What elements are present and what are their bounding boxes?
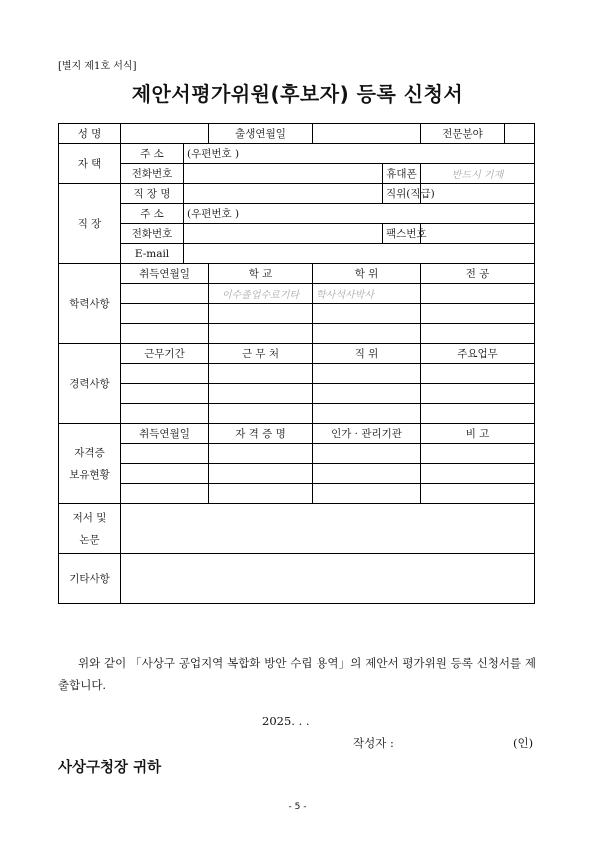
- publications-field[interactable]: [121, 504, 535, 554]
- license-cell[interactable]: [313, 444, 421, 464]
- education-cell[interactable]: [421, 284, 535, 304]
- education-cell[interactable]: [421, 324, 535, 344]
- home-phone-row: [59, 164, 535, 184]
- education-cell[interactable]: [313, 304, 421, 324]
- career-cell[interactable]: [209, 384, 313, 404]
- education-header-row: [59, 264, 535, 284]
- field-label: 전문분야: [421, 124, 505, 144]
- license-section-label: [59, 424, 121, 504]
- birth-field[interactable]: [313, 124, 421, 144]
- career-cell[interactable]: [421, 384, 535, 404]
- education-cell[interactable]: [121, 324, 209, 344]
- name-label: 성 명: [59, 124, 121, 144]
- home-address-row: [59, 144, 535, 164]
- career-section-label: 경력사항: [59, 344, 121, 424]
- education-header: 전 공: [421, 264, 535, 284]
- education-cell[interactable]: [121, 284, 209, 304]
- license-cell[interactable]: [121, 444, 209, 464]
- career-cell[interactable]: [421, 404, 535, 424]
- education-cell[interactable]: [121, 304, 209, 324]
- license-row: [59, 444, 535, 464]
- license-row: [59, 484, 535, 504]
- career-header: 직 위: [313, 344, 421, 364]
- education-header: 학 교: [209, 264, 313, 284]
- career-cell[interactable]: [313, 364, 421, 384]
- home-section-label: 자 택: [59, 144, 121, 184]
- license-cell[interactable]: [121, 464, 209, 484]
- other-section-label: 기타사항: [59, 554, 121, 604]
- email-field[interactable]: [184, 244, 535, 264]
- home-phone-field[interactable]: [184, 164, 383, 184]
- publications-section-line1: 저서 및: [72, 511, 107, 524]
- other-row: [59, 554, 535, 604]
- license-header: 취득연월일: [121, 424, 209, 444]
- career-cell[interactable]: [121, 384, 209, 404]
- registration-form-table: [58, 123, 535, 604]
- work-name-field[interactable]: [184, 184, 383, 204]
- career-cell[interactable]: [313, 384, 421, 404]
- career-row: [59, 364, 535, 384]
- birth-label: 출생연월일: [209, 124, 313, 144]
- name-field[interactable]: [121, 124, 209, 144]
- career-cell[interactable]: [121, 364, 209, 384]
- work-phone-label: 전화번호: [121, 224, 184, 244]
- work-position-label: 직위(직급): [383, 184, 421, 204]
- license-header-row: [59, 424, 535, 444]
- mobile-label: 휴대폰: [383, 164, 421, 184]
- work-name-row: [59, 184, 535, 204]
- fax-label: 팩스번호: [383, 224, 421, 244]
- education-header: 학 위: [313, 264, 421, 284]
- publications-section-line2: 논문: [79, 533, 100, 546]
- mobile-field[interactable]: 반드시 기재: [421, 164, 535, 184]
- work-section-label: 직 장: [59, 184, 121, 264]
- declaration-text: 위와 같이 「사상구 공업지역 복합화 방안 수립 용역」의 제안서 평가위원 등록 신청서를 제출합니다.: [58, 656, 536, 692]
- career-cell[interactable]: [121, 404, 209, 424]
- career-cell[interactable]: [421, 364, 535, 384]
- work-address-label: 주 소: [121, 204, 184, 224]
- license-header: 인가 · 관리기관: [313, 424, 421, 444]
- license-cell[interactable]: [313, 464, 421, 484]
- home-address-label: 주 소: [121, 144, 184, 164]
- career-row: [59, 404, 535, 424]
- license-section-line2: 보유현황: [69, 468, 110, 481]
- email-label: E-mail: [121, 244, 184, 264]
- other-field[interactable]: [121, 554, 535, 604]
- work-address-field[interactable]: (우편번호 ): [184, 204, 535, 224]
- career-header: 주요업무: [421, 344, 535, 364]
- career-header: 근 무 처: [209, 344, 313, 364]
- license-header: 비 고: [421, 424, 535, 444]
- education-cell[interactable]: [313, 324, 421, 344]
- license-cell[interactable]: [313, 484, 421, 504]
- work-position-field[interactable]: [421, 184, 535, 204]
- career-row: [59, 384, 535, 404]
- education-cell[interactable]: [209, 304, 313, 324]
- career-cell[interactable]: [209, 404, 313, 424]
- work-address-row: [59, 204, 535, 224]
- work-phone-row: [59, 224, 535, 244]
- license-section-line1: 자격증: [74, 446, 105, 459]
- license-cell[interactable]: [121, 484, 209, 504]
- education-school-cell[interactable]: 이수졸업수료기타: [209, 284, 313, 304]
- page-number: - 5 -: [288, 802, 307, 812]
- license-cell[interactable]: [421, 484, 535, 504]
- writer-label: 작성자 :: [353, 736, 394, 750]
- education-row: [59, 284, 535, 304]
- license-row: [59, 464, 535, 484]
- home-address-field[interactable]: (우편번호 ): [184, 144, 535, 164]
- form-number-label: [별지 제1호 서식]: [58, 61, 137, 72]
- publications-row: [59, 504, 535, 554]
- license-cell[interactable]: [209, 444, 313, 464]
- career-header: 근무기간: [121, 344, 209, 364]
- education-row: [59, 304, 535, 324]
- license-header: 자 격 증 명: [209, 424, 313, 444]
- date-line: 2025. . .: [262, 714, 310, 728]
- work-phone-field[interactable]: [184, 224, 383, 244]
- home-phone-label: 전화번호: [121, 164, 184, 184]
- education-header: 취득연월일: [121, 264, 209, 284]
- name-row: [59, 124, 535, 144]
- page-title: 제안서평가위원(후보자) 등록 신청서: [131, 82, 464, 106]
- education-cell[interactable]: [209, 324, 313, 344]
- publications-section-label: [59, 504, 121, 554]
- career-header-row: [59, 344, 535, 364]
- recipient-line: 사상구청장 귀하: [58, 760, 162, 776]
- fax-field[interactable]: [421, 224, 535, 244]
- education-row: [59, 324, 535, 344]
- seal-mark: (인): [513, 736, 534, 750]
- license-cell[interactable]: [209, 464, 313, 484]
- education-section-label: 학력사항: [59, 264, 121, 344]
- field-field[interactable]: [505, 124, 535, 144]
- work-email-row: [59, 244, 535, 264]
- education-degree-cell[interactable]: 학사석사박사: [313, 284, 421, 304]
- career-cell[interactable]: [313, 404, 421, 424]
- license-cell[interactable]: [209, 484, 313, 504]
- license-cell[interactable]: [421, 444, 535, 464]
- work-name-label: 직 장 명: [121, 184, 184, 204]
- career-cell[interactable]: [209, 364, 313, 384]
- license-cell[interactable]: [421, 464, 535, 484]
- education-cell[interactable]: [421, 304, 535, 324]
